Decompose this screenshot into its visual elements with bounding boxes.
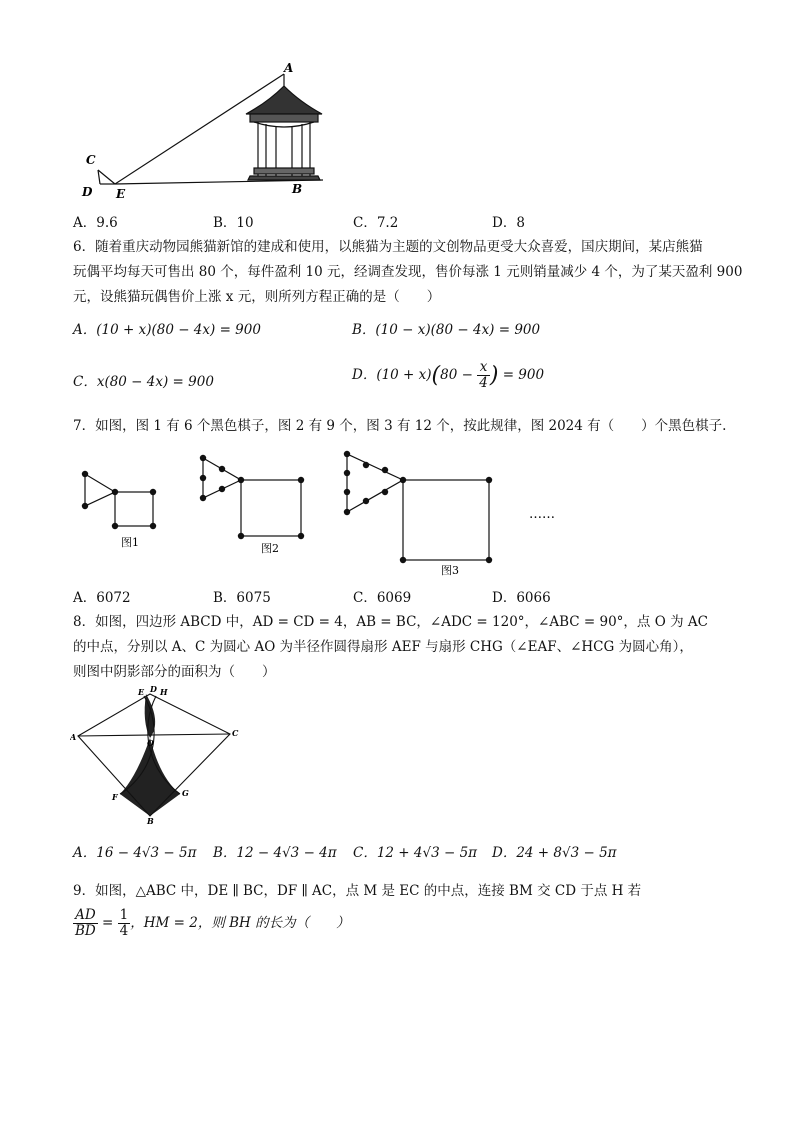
q8-text-line-3: 则图中阴影部分的面积为（ ） <box>73 664 276 680</box>
label-H: H <box>160 687 168 697</box>
label-F: F <box>112 792 118 802</box>
q8-option-d[interactable]: D．24 + 8√3 − 5π <box>492 845 617 861</box>
q9-rest: ，HM = 2，则 BH 的长为（ ） <box>130 914 350 931</box>
label-C: C <box>232 728 239 738</box>
q8-quadrilateral-figure <box>70 686 245 824</box>
q8-option-a[interactable]: A．16 − 4√3 − 5π <box>73 845 197 861</box>
label-C: C <box>86 153 96 167</box>
label-B: B <box>147 816 154 824</box>
q5-option-d[interactable]: D．8 <box>492 215 525 231</box>
q7-option-b[interactable]: B．6075 <box>213 590 271 606</box>
label-A: A <box>70 732 77 742</box>
q6-d-inner: 80 − <box>440 366 473 383</box>
q6-text-line-3: 元，设熊猫玩偶售价上涨 x 元，则所列方程正确的是（ ） <box>73 289 441 305</box>
label-D: D <box>150 686 157 694</box>
q5-option-c[interactable]: C．7.2 <box>353 215 399 231</box>
label-E: E <box>116 187 126 201</box>
ellipsis: …… <box>529 507 555 522</box>
q7-option-d[interactable]: D．6066 <box>492 590 551 606</box>
q7-text: 7．如图，图 1 有 6 个黑色棋子，图 2 有 9 个，图 3 有 12 个，按此规律，图 2024 有（ ）个黑色棋子. <box>73 418 727 434</box>
fig2-label: 图2 <box>261 542 279 555</box>
q9-text-line-1: 9．如图，△ABC 中，DE ∥ BC，DF ∥ AC，点 M 是 EC 的中点，连接 BM 交 CD 于点 H 若 <box>73 883 642 899</box>
q6-option-b[interactable]: B．(10 − x)(80 − 4x) = 900 <box>352 322 541 338</box>
q9-text-line-2 <box>73 908 350 939</box>
label-E: E <box>138 687 145 697</box>
q6-d-prefix: D．(10 + x) <box>352 366 432 383</box>
q5-option-b[interactable]: B．10 <box>213 215 254 231</box>
q5-option-a[interactable]: A．9.6 <box>73 215 118 231</box>
fig3-label: 图3 <box>441 564 459 576</box>
q7-option-c[interactable]: C．6069 <box>353 590 412 606</box>
label-G: G <box>182 788 189 798</box>
q6-d-fraction: $\frac{x}{4}$ <box>479 359 488 391</box>
q7-option-a[interactable]: A．6072 <box>73 590 131 606</box>
q6-option-c[interactable]: C．x(80 − 4x) = 900 <box>73 374 214 390</box>
q9-equals: = <box>102 914 114 931</box>
q9-value-fraction: $\frac{1}{4}$ <box>119 907 129 939</box>
q6-d-suffix: = 900 <box>502 366 545 383</box>
q7-chess-pattern-figure <box>75 446 575 576</box>
q8-text-line-1: 8．如图，四边形 ABCD 中，AD = CD = 4，AB = BC，∠ADC = 120°，∠ABC = 90°，点 O 为 AC <box>73 614 708 630</box>
q8-option-b[interactable]: B．12 − 4√3 − 4π <box>213 845 337 861</box>
label-D: D <box>82 185 93 199</box>
q6-text-line-1: 6．随着重庆动物园熊猫新馆的建成和使用，以熊猫为主题的文创物品更受大众喜爱，国庆期间，某店熊猫 <box>73 239 703 255</box>
q5-pavilion-figure <box>78 62 338 202</box>
q9-ratio-fraction: $\frac{AD}{BD}$ <box>75 907 96 939</box>
fig1-label: 图1 <box>121 536 139 549</box>
q6-option-a[interactable]: A．(10 + x)(80 − 4x) = 900 <box>73 322 261 338</box>
label-A: A <box>284 62 294 75</box>
label-B: B <box>292 182 303 196</box>
q8-option-c[interactable]: C．12 + 4√3 − 5π <box>353 845 478 861</box>
q6-option-d[interactable]: D．(10 + x)(80 − $\frac{x}{4}$ ) = 900 <box>352 359 545 391</box>
q6-text-line-2: 玩偶平均每天可售出 80 个，每件盈利 10 元，经调查发现，售价每涨 1 元则销量减少 4 个，为了某天盈利 900 <box>73 264 743 280</box>
pavilion-drawing <box>246 74 322 180</box>
q8-text-line-2: 的中点，分别以 A、C 为圆心 AO 为半径作圆得扇形 AEF 与扇形 CHG（∠EAF、∠HCG 为圆心角）， <box>73 639 693 655</box>
label-O: O <box>147 738 154 748</box>
